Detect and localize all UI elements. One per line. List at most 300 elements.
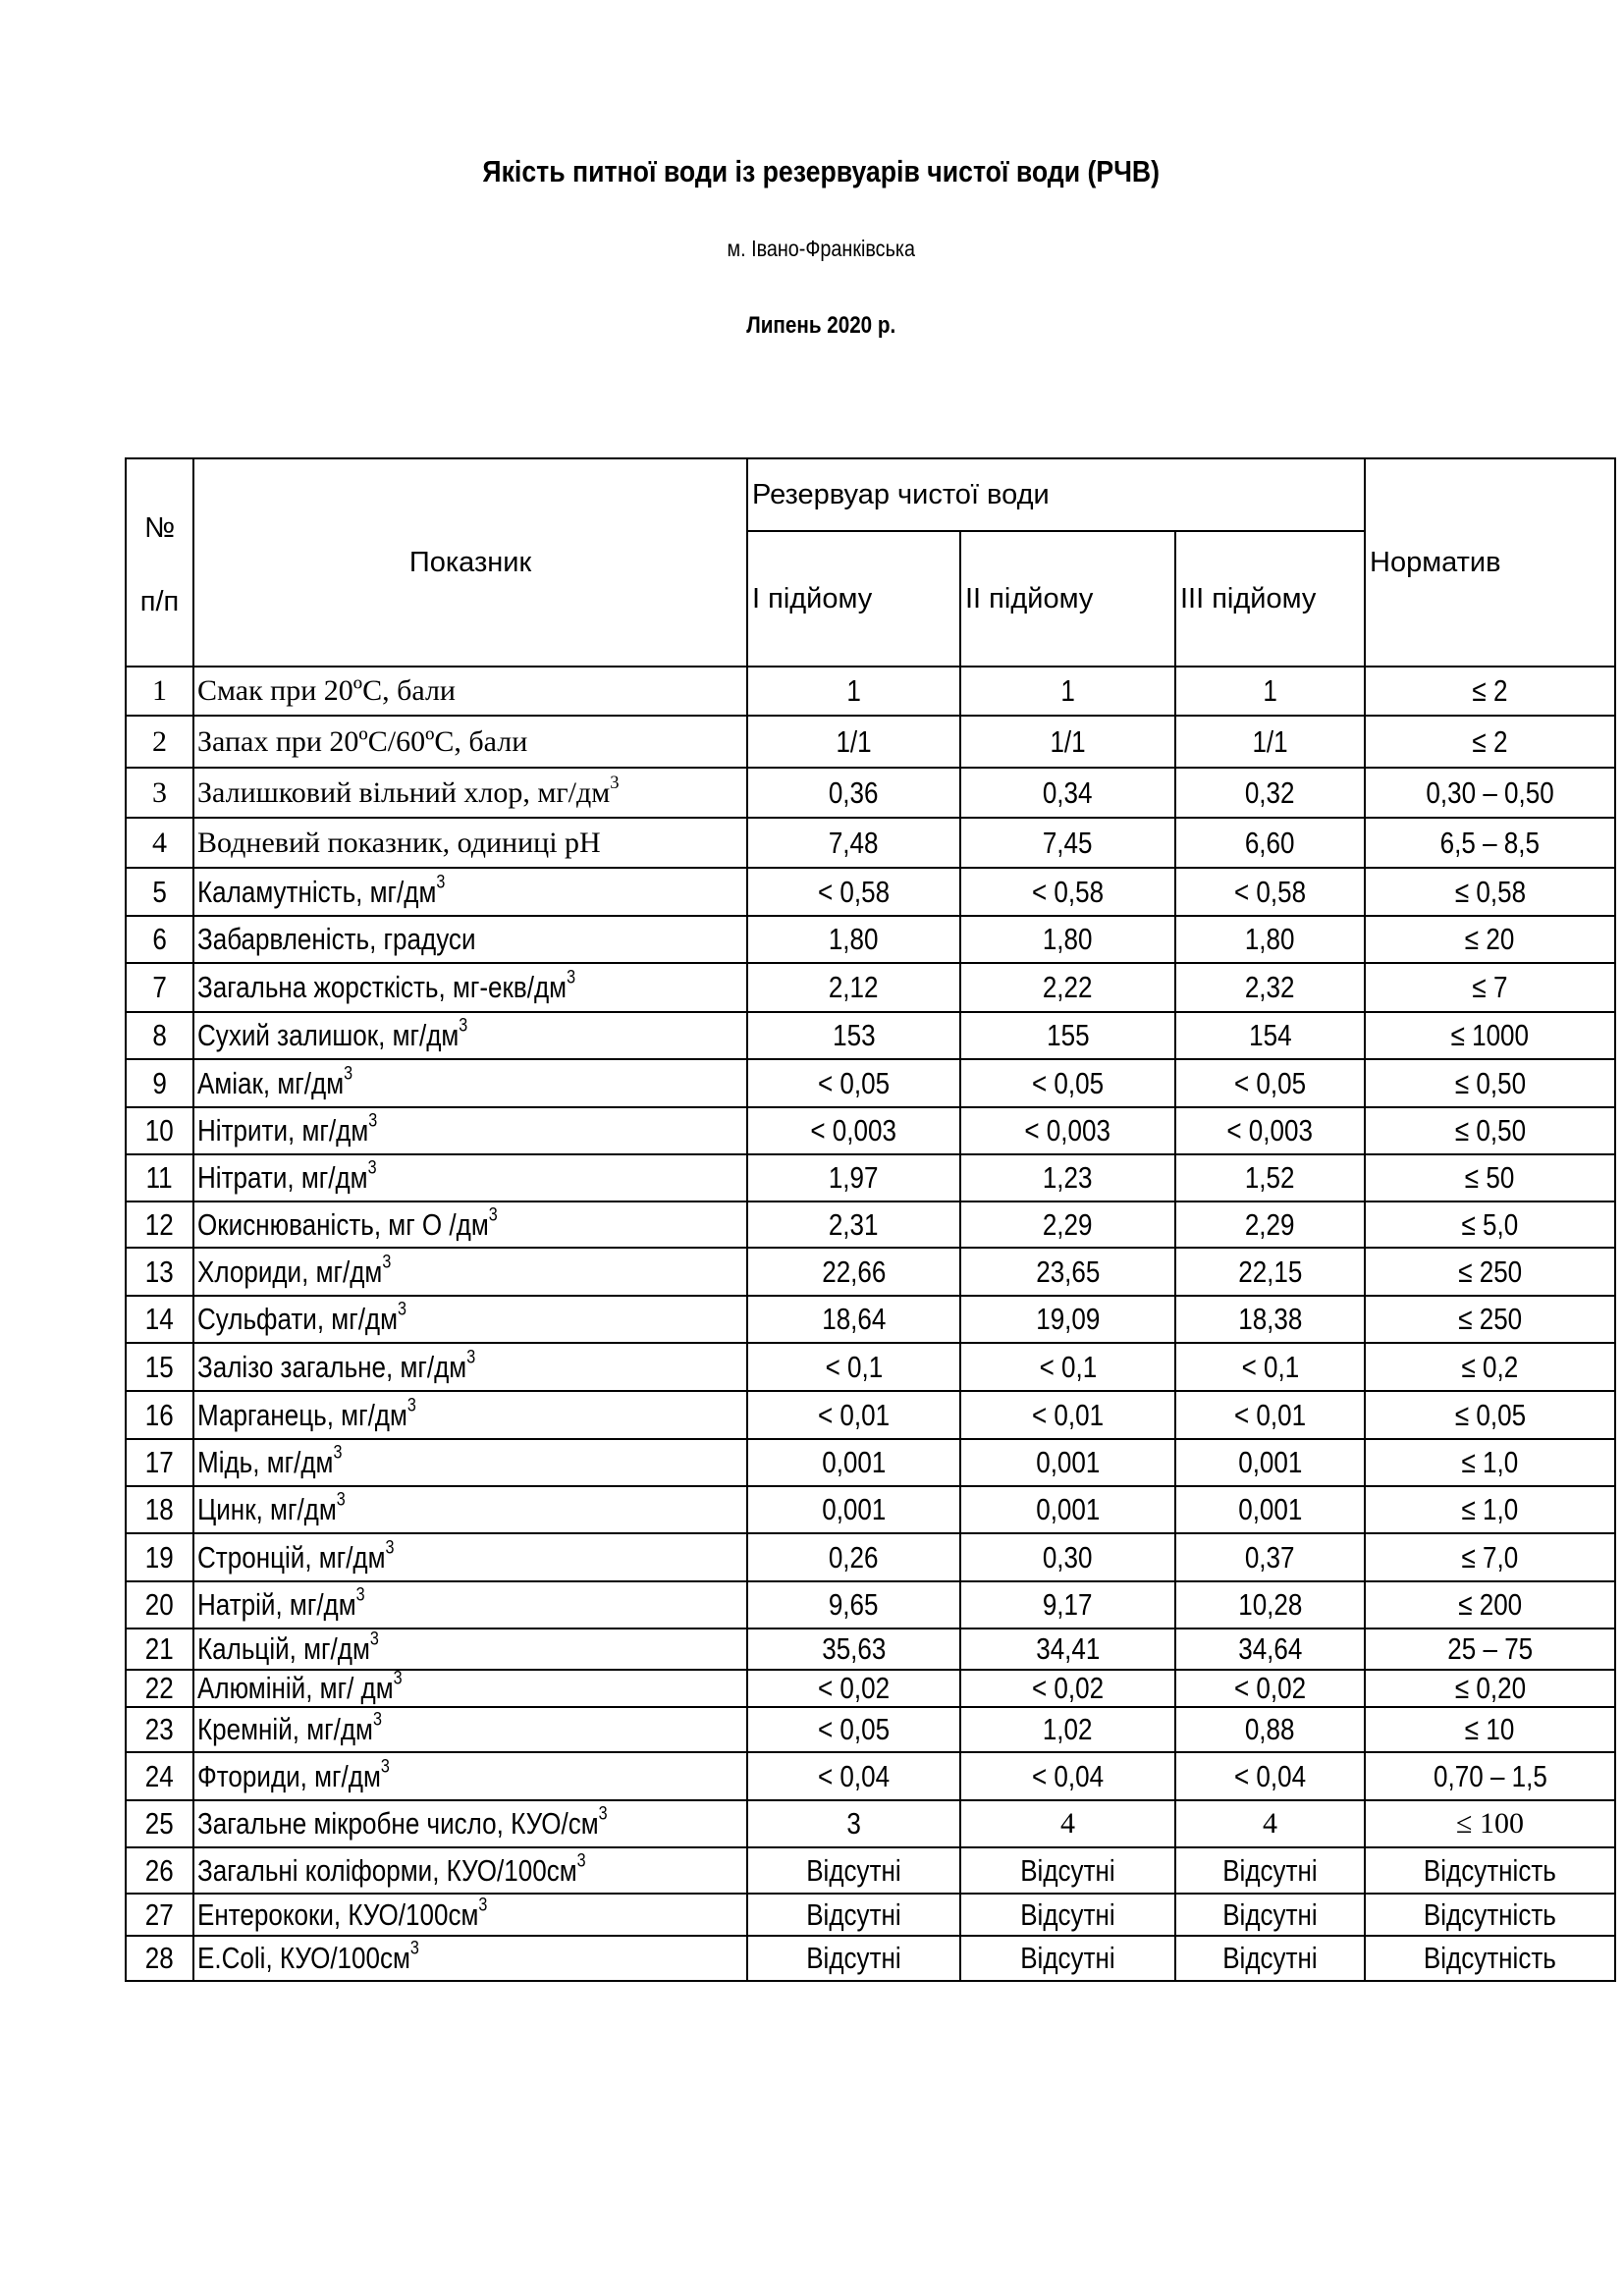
table-row bbox=[126, 916, 1615, 963]
row-number bbox=[126, 1486, 193, 1533]
value-stage-1 bbox=[747, 1533, 960, 1581]
row-number bbox=[126, 1343, 193, 1391]
indicator-name-text bbox=[197, 967, 576, 1005]
indicator-name-text bbox=[197, 1252, 392, 1290]
value-stage-1 bbox=[747, 1201, 960, 1248]
value-stage-1 bbox=[747, 916, 960, 963]
value-stage-2-text: 1/1 bbox=[1050, 723, 1086, 759]
value-stage-2 bbox=[960, 1707, 1175, 1752]
indicator-name bbox=[193, 1154, 747, 1201]
value-stage-3 bbox=[1175, 916, 1365, 963]
value-stage-1 bbox=[747, 716, 960, 768]
indicator-label: Залишковий вільний хлор, мг/дм bbox=[197, 775, 611, 809]
unit-superscript: 3 bbox=[466, 1347, 476, 1368]
indicator-name bbox=[193, 1707, 747, 1752]
unit-superscript: 3 bbox=[385, 1537, 395, 1559]
value-stage-2 bbox=[960, 1936, 1175, 1981]
value-stage-3-text: 4 bbox=[1263, 1807, 1277, 1840]
norm-value bbox=[1365, 1936, 1615, 1981]
norm-value-text: ≤ 100 bbox=[1456, 1807, 1524, 1840]
row-number bbox=[126, 963, 193, 1012]
norm-value-text: ≤ 200 bbox=[1458, 1587, 1522, 1622]
table-row bbox=[126, 1752, 1615, 1800]
value-stage-2-text: Відсутні bbox=[1020, 1941, 1115, 1975]
row-number bbox=[126, 916, 193, 963]
table-row bbox=[126, 1670, 1615, 1707]
row-number-text: 6 bbox=[152, 922, 167, 956]
value-stage-2-text: 1,23 bbox=[1043, 1160, 1093, 1195]
indicator-name bbox=[193, 1894, 747, 1936]
indicator-name-text bbox=[197, 1709, 382, 1747]
norm-value bbox=[1365, 963, 1615, 1012]
indicator-name bbox=[193, 1201, 747, 1248]
row-number-text: 9 bbox=[152, 1065, 167, 1100]
table-row bbox=[126, 1936, 1615, 1981]
value-stage-1 bbox=[747, 1107, 960, 1154]
indicator-name bbox=[193, 1670, 747, 1707]
value-stage-2-text: < 0,04 bbox=[1031, 1758, 1105, 1793]
value-stage-2 bbox=[960, 1800, 1175, 1847]
indicator-name-text bbox=[197, 1631, 379, 1667]
indicator-name-text bbox=[197, 1157, 377, 1196]
table-row bbox=[126, 818, 1615, 868]
value-stage-2-text: 7,45 bbox=[1043, 825, 1093, 860]
unit-superscript: 3 bbox=[344, 1063, 353, 1085]
indicator-label: Хлориди, мг/дм bbox=[197, 1254, 383, 1289]
value-stage-3 bbox=[1175, 868, 1365, 916]
norm-value-text: 6,5 – 8,5 bbox=[1439, 825, 1541, 860]
unit-superscript: 3 bbox=[488, 1204, 498, 1226]
row-number bbox=[126, 716, 193, 768]
value-stage-1-text: < 0,05 bbox=[817, 1712, 891, 1746]
norm-value-text: ≤ 7 bbox=[1472, 970, 1508, 1004]
value-stage-2-text: 0,001 bbox=[1035, 1445, 1101, 1479]
value-stage-2-text: Відсутні bbox=[1020, 1852, 1115, 1888]
value-stage-3 bbox=[1175, 1894, 1365, 1936]
table-row bbox=[126, 1391, 1615, 1439]
value-stage-1-text: 1 bbox=[846, 673, 861, 708]
row-number-text: 12 bbox=[145, 1206, 174, 1242]
row-number-text: 20 bbox=[145, 1587, 174, 1622]
norm-value bbox=[1365, 1894, 1615, 1936]
value-stage-2 bbox=[960, 1581, 1175, 1629]
norm-value bbox=[1365, 1707, 1615, 1752]
value-stage-3 bbox=[1175, 1800, 1365, 1847]
value-stage-2 bbox=[960, 1059, 1175, 1107]
water-quality-table bbox=[125, 457, 1616, 1982]
indicator-name-text bbox=[197, 1015, 468, 1053]
row-number bbox=[126, 1533, 193, 1581]
row-number bbox=[126, 1012, 193, 1059]
value-stage-1-text: 1/1 bbox=[836, 723, 872, 759]
value-stage-3 bbox=[1175, 667, 1365, 716]
indicator-name-text bbox=[197, 1110, 378, 1148]
norm-value bbox=[1365, 868, 1615, 916]
indicator-name bbox=[193, 1248, 747, 1296]
norm-value bbox=[1365, 1752, 1615, 1800]
norm-value-text: ≤ 2 bbox=[1472, 673, 1508, 708]
indicator-name-text bbox=[197, 1850, 586, 1889]
indicator-label: Натрій, мг/дм bbox=[197, 1587, 356, 1622]
indicator-label: Залізо загальне, мг/дм bbox=[197, 1349, 467, 1384]
unit-superscript: 3 bbox=[406, 1395, 416, 1416]
norm-value bbox=[1365, 1154, 1615, 1201]
norm-value-text: ≤ 20 bbox=[1465, 922, 1515, 956]
value-stage-2 bbox=[960, 1670, 1175, 1707]
value-stage-3 bbox=[1175, 1154, 1365, 1201]
table-row bbox=[126, 1154, 1615, 1201]
row-number bbox=[126, 1059, 193, 1107]
value-stage-2 bbox=[960, 1154, 1175, 1201]
indicator-name-text bbox=[197, 1204, 498, 1243]
row-number-text: 22 bbox=[145, 1671, 174, 1705]
norm-value bbox=[1365, 1059, 1615, 1107]
indicator-label: Алюміній, мг/ дм bbox=[197, 1671, 394, 1705]
table-row bbox=[126, 1581, 1615, 1629]
norm-value-text: ≤ 0,50 bbox=[1454, 1113, 1526, 1148]
norm-value-text: ≤ 0,05 bbox=[1454, 1397, 1526, 1432]
norm-value bbox=[1365, 1201, 1615, 1248]
value-stage-3 bbox=[1175, 1670, 1365, 1707]
indicator-name-text bbox=[197, 1537, 395, 1575]
norm-value bbox=[1365, 667, 1615, 716]
table-row bbox=[126, 768, 1615, 818]
indicator-name bbox=[193, 1847, 747, 1894]
indicator-label: Нітрати, мг/дм bbox=[197, 1160, 368, 1195]
value-stage-3-text: Відсутні bbox=[1222, 1941, 1318, 1975]
value-stage-3-text: < 0,01 bbox=[1233, 1397, 1307, 1432]
value-stage-2-text: 1,02 bbox=[1043, 1712, 1093, 1746]
value-stage-2 bbox=[960, 716, 1175, 768]
header-stage-1: І підйому bbox=[747, 531, 960, 667]
value-stage-2-text: 0,30 bbox=[1043, 1539, 1093, 1575]
value-stage-1-text: < 0,02 bbox=[817, 1671, 891, 1705]
indicator-name bbox=[193, 868, 747, 916]
value-stage-3-text: 1 bbox=[1263, 673, 1277, 708]
value-stage-1 bbox=[747, 963, 960, 1012]
header-indicator: Показник bbox=[193, 458, 747, 667]
norm-value bbox=[1365, 1248, 1615, 1296]
row-number bbox=[126, 1439, 193, 1486]
indicator-name bbox=[193, 716, 747, 768]
indicator-label: Ентерококи, КУО/100см bbox=[197, 1896, 479, 1932]
value-stage-3-text: 6,60 bbox=[1245, 825, 1295, 860]
value-stage-3 bbox=[1175, 1012, 1365, 1059]
unit-superscript: 3 bbox=[478, 1895, 488, 1916]
value-stage-2 bbox=[960, 1629, 1175, 1670]
value-stage-2 bbox=[960, 1486, 1175, 1533]
table-row bbox=[126, 1248, 1615, 1296]
row-number bbox=[126, 1248, 193, 1296]
row-number bbox=[126, 768, 193, 818]
unit-superscript: 3 bbox=[368, 1110, 378, 1132]
unit-superscript: 3 bbox=[436, 872, 446, 893]
document-title: Якість питної води із резервуарів чистої води (РЧВ) bbox=[482, 154, 1161, 188]
value-stage-2-text: < 0,1 bbox=[1039, 1349, 1097, 1384]
unit-superscript: 3 bbox=[598, 1803, 608, 1825]
indicator-name bbox=[193, 1533, 747, 1581]
norm-value bbox=[1365, 1439, 1615, 1486]
row-number bbox=[126, 1391, 193, 1439]
value-stage-2 bbox=[960, 1296, 1175, 1343]
value-stage-3-text: 2,29 bbox=[1245, 1206, 1295, 1242]
indicator-name bbox=[193, 1581, 747, 1629]
row-number-text: 24 bbox=[145, 1758, 174, 1793]
unit-superscript: 3 bbox=[380, 1756, 390, 1778]
value-stage-2 bbox=[960, 1201, 1175, 1248]
indicator-label: Стронцій, мг/дм bbox=[197, 1539, 386, 1575]
value-stage-1 bbox=[747, 1629, 960, 1670]
indicator-name-text bbox=[197, 1938, 419, 1976]
indicator-label: Кальцій, мг/дм bbox=[197, 1631, 370, 1666]
value-stage-3 bbox=[1175, 768, 1365, 818]
header-norm: Норматив bbox=[1365, 458, 1615, 667]
document-period: Липень 2020 р. bbox=[746, 312, 896, 339]
value-stage-1-text: 7,48 bbox=[829, 825, 879, 860]
value-stage-1 bbox=[747, 1707, 960, 1752]
norm-value-text: Відсутність bbox=[1423, 1852, 1557, 1888]
unit-superscript: 3 bbox=[393, 1670, 403, 1689]
row-number-text: 16 bbox=[145, 1397, 174, 1432]
value-stage-3 bbox=[1175, 1581, 1365, 1629]
indicator-label: Загальне мікробне число, КУО/см bbox=[197, 1806, 599, 1841]
row-number-text: 8 bbox=[152, 1018, 167, 1052]
value-stage-1-text: 0,26 bbox=[829, 1539, 879, 1575]
value-stage-3-text: Відсутні bbox=[1222, 1852, 1318, 1888]
value-stage-3-text: 0,37 bbox=[1245, 1539, 1295, 1575]
unit-superscript: 3 bbox=[355, 1584, 365, 1606]
value-stage-2-text: < 0,02 bbox=[1031, 1671, 1105, 1705]
table-row bbox=[126, 1847, 1615, 1894]
unit-superscript: 3 bbox=[372, 1709, 382, 1731]
row-number bbox=[126, 818, 193, 868]
indicator-label: Кремній, мг/дм bbox=[197, 1712, 373, 1746]
value-stage-2 bbox=[960, 667, 1175, 716]
row-number-text: 18 bbox=[145, 1492, 174, 1526]
indicator-name-text bbox=[197, 1442, 343, 1480]
value-stage-3-text: 18,38 bbox=[1237, 1302, 1303, 1336]
unit-superscript: 3 bbox=[409, 1938, 419, 1959]
norm-value-text: 0,70 – 1,5 bbox=[1433, 1758, 1547, 1793]
indicator-label: Мідь, мг/дм bbox=[197, 1445, 334, 1479]
value-stage-3 bbox=[1175, 1439, 1365, 1486]
value-stage-1-text: < 0,01 bbox=[817, 1397, 891, 1432]
table-row bbox=[126, 1894, 1615, 1936]
indicator-name-text: Водневий показник, одиниці рН bbox=[197, 826, 601, 859]
row-number bbox=[126, 1752, 193, 1800]
row-number-text: 3 bbox=[152, 775, 167, 809]
indicator-name-text: Запах при 20ºС/60ºС, бали bbox=[197, 724, 528, 758]
norm-value-text: ≤ 1,0 bbox=[1461, 1492, 1519, 1526]
indicator-label: Каламутність, мг/дм bbox=[197, 874, 437, 909]
norm-value bbox=[1365, 1629, 1615, 1670]
unit-superscript: 3 bbox=[567, 967, 576, 988]
header-number bbox=[126, 458, 193, 667]
norm-value bbox=[1365, 1012, 1615, 1059]
indicator-name bbox=[193, 963, 747, 1012]
row-number-text: 15 bbox=[145, 1349, 174, 1384]
value-stage-2 bbox=[960, 1752, 1175, 1800]
row-number-text: 5 bbox=[152, 874, 167, 909]
norm-value bbox=[1365, 768, 1615, 818]
value-stage-1 bbox=[747, 1296, 960, 1343]
row-number-text: 1 bbox=[152, 674, 167, 707]
value-stage-2-text: Відсутні bbox=[1020, 1896, 1115, 1932]
row-number bbox=[126, 1670, 193, 1707]
header-stage-2: ІІ підйому bbox=[960, 531, 1175, 667]
row-number bbox=[126, 1894, 193, 1936]
value-stage-2-text: 9,17 bbox=[1043, 1587, 1093, 1622]
value-stage-2 bbox=[960, 868, 1175, 916]
norm-value bbox=[1365, 1847, 1615, 1894]
indicator-name bbox=[193, 1343, 747, 1391]
value-stage-1-text: 3 bbox=[846, 1806, 861, 1841]
indicator-label: Аміак, мг/дм bbox=[197, 1065, 345, 1100]
table-row bbox=[126, 1800, 1615, 1847]
unit-superscript: 3 bbox=[459, 1015, 468, 1037]
indicator-name-text bbox=[197, 1756, 390, 1794]
table-row bbox=[126, 716, 1615, 768]
value-stage-3-text: 10,28 bbox=[1237, 1587, 1303, 1622]
indicator-name bbox=[193, 1752, 747, 1800]
row-number bbox=[126, 1847, 193, 1894]
value-stage-3-text: < 0,58 bbox=[1233, 874, 1307, 909]
value-stage-3-text: 2,32 bbox=[1245, 970, 1295, 1004]
norm-value bbox=[1365, 1343, 1615, 1391]
row-number bbox=[126, 1707, 193, 1752]
value-stage-2 bbox=[960, 818, 1175, 868]
norm-value-text: ≤ 7,0 bbox=[1461, 1539, 1519, 1575]
indicator-name bbox=[193, 1936, 747, 1981]
value-stage-1-text: Відсутні bbox=[806, 1941, 901, 1975]
value-stage-3 bbox=[1175, 1486, 1365, 1533]
value-stage-1 bbox=[747, 1581, 960, 1629]
norm-value-text: ≤ 0,2 bbox=[1461, 1349, 1519, 1384]
value-stage-3-text: < 0,02 bbox=[1233, 1671, 1307, 1705]
table-row bbox=[126, 1343, 1615, 1391]
value-stage-3 bbox=[1175, 1391, 1365, 1439]
norm-value-text: ≤ 0,58 bbox=[1454, 874, 1526, 909]
value-stage-2 bbox=[960, 1248, 1175, 1296]
value-stage-1 bbox=[747, 1059, 960, 1107]
value-stage-3-text: 0,001 bbox=[1237, 1445, 1303, 1479]
value-stage-3-text: < 0,1 bbox=[1241, 1349, 1299, 1384]
value-stage-2-text: 2,22 bbox=[1043, 970, 1093, 1004]
value-stage-1-text: Відсутні bbox=[806, 1852, 901, 1888]
document-city: м. Івано-Франківська bbox=[727, 236, 915, 261]
value-stage-3-text: 0,88 bbox=[1245, 1712, 1295, 1746]
indicator-name-text bbox=[197, 1489, 346, 1527]
norm-value-text: Відсутність bbox=[1423, 1896, 1557, 1932]
value-stage-1 bbox=[747, 1154, 960, 1201]
indicator-label: Нітрити, мг/дм bbox=[197, 1113, 369, 1148]
value-stage-1-text: < 0,04 bbox=[817, 1758, 891, 1793]
indicator-label: Фториди, мг/дм bbox=[197, 1758, 381, 1793]
norm-value bbox=[1365, 716, 1615, 768]
value-stage-2-text: 2,29 bbox=[1043, 1206, 1093, 1242]
value-stage-1-text: Відсутні bbox=[806, 1896, 901, 1932]
value-stage-1-text: 2,31 bbox=[829, 1206, 879, 1242]
table-row bbox=[126, 667, 1615, 716]
value-stage-3 bbox=[1175, 716, 1365, 768]
value-stage-3-text: 1,52 bbox=[1245, 1160, 1295, 1195]
value-stage-1 bbox=[747, 1012, 960, 1059]
norm-value bbox=[1365, 1107, 1615, 1154]
norm-value bbox=[1365, 1486, 1615, 1533]
value-stage-2-text: < 0,58 bbox=[1031, 874, 1105, 909]
row-number-text: 28 bbox=[145, 1941, 174, 1975]
row-number-text: 10 bbox=[145, 1113, 174, 1148]
norm-value bbox=[1365, 1670, 1615, 1707]
value-stage-3-text: 1,80 bbox=[1245, 922, 1295, 956]
indicator-name bbox=[193, 1391, 747, 1439]
value-stage-1 bbox=[747, 1894, 960, 1936]
table-row bbox=[126, 1296, 1615, 1343]
norm-value-text: 25 – 75 bbox=[1447, 1631, 1533, 1666]
value-stage-3-text: < 0,003 bbox=[1226, 1113, 1314, 1148]
norm-value-text: ≤ 10 bbox=[1465, 1712, 1515, 1746]
value-stage-2 bbox=[960, 963, 1175, 1012]
value-stage-3 bbox=[1175, 1248, 1365, 1296]
indicator-name-text bbox=[197, 772, 620, 809]
value-stage-1 bbox=[747, 1486, 960, 1533]
row-number-text: 21 bbox=[145, 1631, 174, 1666]
indicator-label: Загальна жорсткість, мг-екв/дм bbox=[197, 970, 568, 1004]
value-stage-2-text: < 0,003 bbox=[1024, 1113, 1111, 1148]
value-stage-3-text: Відсутні bbox=[1222, 1896, 1318, 1932]
value-stage-2 bbox=[960, 1012, 1175, 1059]
value-stage-2-text: < 0,05 bbox=[1031, 1065, 1105, 1100]
indicator-label: Сухий залишок, мг/дм bbox=[197, 1018, 460, 1052]
indicator-label: Цинк, мг/дм bbox=[197, 1492, 337, 1526]
row-number-text: 27 bbox=[145, 1896, 174, 1932]
row-number bbox=[126, 1936, 193, 1981]
indicator-name-text bbox=[197, 1671, 403, 1706]
norm-value-text: ≤ 2 bbox=[1472, 723, 1508, 759]
row-number bbox=[126, 1629, 193, 1670]
norm-value bbox=[1365, 818, 1615, 868]
table-row bbox=[126, 1439, 1615, 1486]
norm-value-text: 0,30 – 0,50 bbox=[1426, 774, 1554, 810]
header-stage-3: ІІІ підйому bbox=[1175, 531, 1365, 667]
value-stage-1-text: < 0,05 bbox=[817, 1065, 891, 1100]
value-stage-1 bbox=[747, 1752, 960, 1800]
value-stage-3-text: < 0,04 bbox=[1233, 1758, 1307, 1793]
value-stage-2 bbox=[960, 1107, 1175, 1154]
value-stage-1-text: 153 bbox=[832, 1018, 876, 1052]
norm-value-text: ≤ 0,20 bbox=[1454, 1671, 1526, 1705]
value-stage-2-text: 1,80 bbox=[1043, 922, 1093, 956]
table-row bbox=[126, 1201, 1615, 1248]
indicator-label: Окиснюваність, мг О /дм bbox=[197, 1206, 489, 1242]
unit-superscript: 3 bbox=[333, 1442, 343, 1464]
indicator-name-text bbox=[197, 872, 446, 910]
indicator-name-text bbox=[197, 1803, 608, 1842]
value-stage-2-text: 34,41 bbox=[1035, 1631, 1101, 1666]
row-number-text: 23 bbox=[145, 1712, 174, 1746]
value-stage-1 bbox=[747, 1670, 960, 1707]
value-stage-1 bbox=[747, 667, 960, 716]
value-stage-3 bbox=[1175, 1296, 1365, 1343]
unit-superscript: 3 bbox=[382, 1252, 392, 1273]
norm-value bbox=[1365, 1296, 1615, 1343]
table-row bbox=[126, 1486, 1615, 1533]
norm-value-text: ≤ 250 bbox=[1458, 1302, 1522, 1336]
value-stage-2 bbox=[960, 1439, 1175, 1486]
value-stage-3 bbox=[1175, 1629, 1365, 1670]
norm-value-text: ≤ 1,0 bbox=[1461, 1445, 1519, 1479]
row-number bbox=[126, 1107, 193, 1154]
